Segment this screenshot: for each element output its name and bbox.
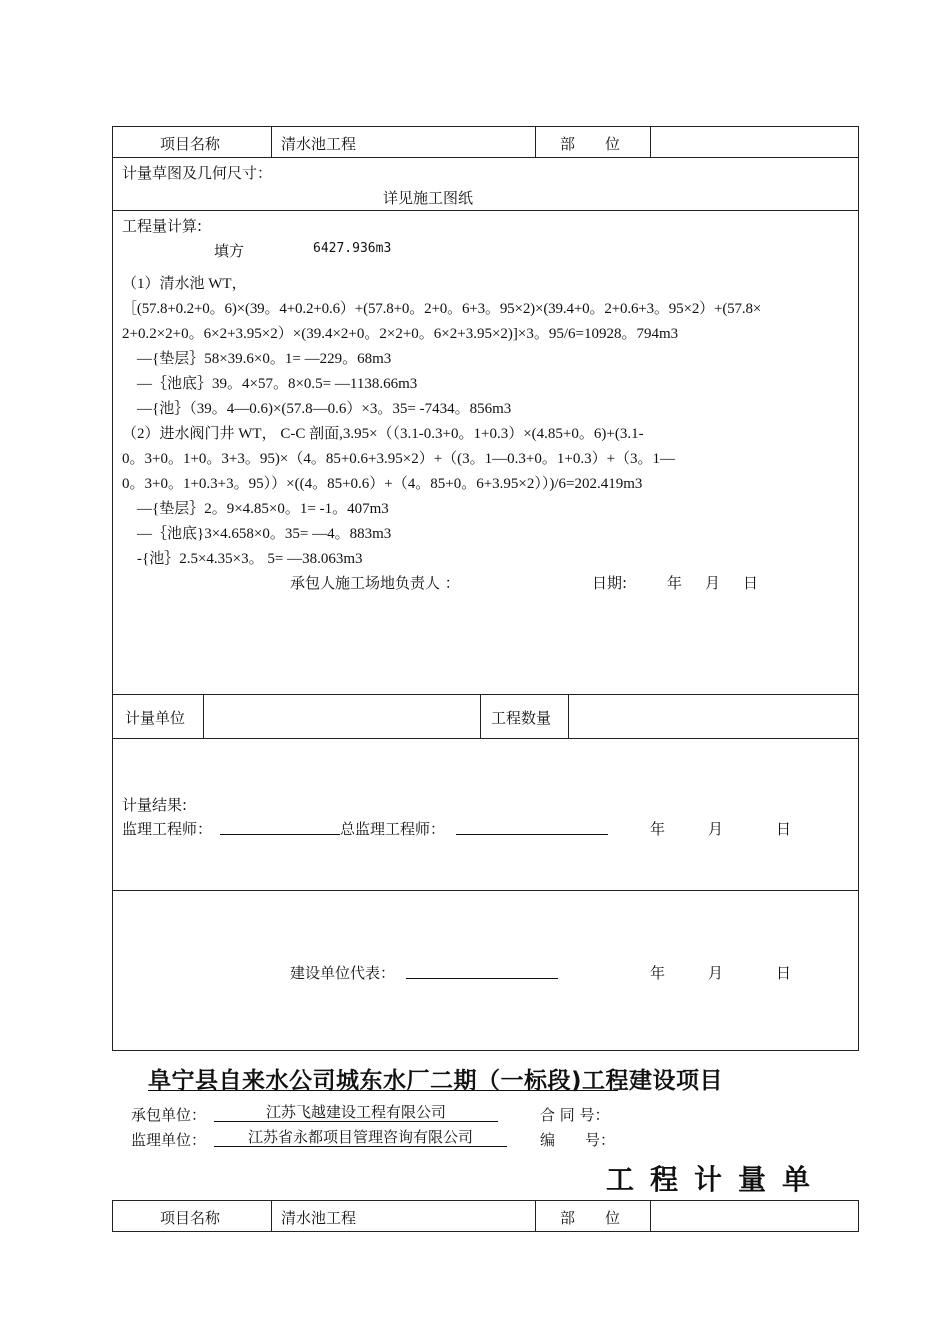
measurement-table-2 <box>112 1200 859 1232</box>
fill-value: 6427.936m3 <box>313 241 392 256</box>
calc-line: —{池｝（39。4—0.6)×(57.8—0.6）×3。35= -7434。856m3 <box>122 401 512 417</box>
contract-no-label: 合 同 号： <box>540 1106 610 1124</box>
contractor-label: 承包单位： <box>131 1106 207 1124</box>
position-label: 部 位 <box>560 1209 621 1227</box>
result-day: 日 <box>776 820 792 838</box>
calc-line: -{池｝2.5×4.35×3。 5= —38.063m3 <box>122 551 363 567</box>
sketch-label: 计量草图及几何尺寸： <box>122 164 273 182</box>
table1-unit-top <box>112 694 859 695</box>
table1-unit-divider-1 <box>203 694 204 738</box>
signer-label: 承包人施工场地负责人 ： <box>290 574 460 592</box>
serial-no-label: 编 号： <box>540 1131 616 1149</box>
table2-divider-3 <box>650 1200 651 1232</box>
table1-row1-bottom <box>112 157 859 158</box>
project-name-label: 项目名称 <box>160 135 221 153</box>
table1-row1-divider-3 <box>650 126 651 157</box>
table2-divider-1 <box>271 1200 272 1232</box>
owner-month: 月 <box>708 964 724 982</box>
calc-line: —{垫层｝58×39.6×0。1= —229。68m3 <box>122 351 392 367</box>
sketch-note: 详见施工图纸 <box>383 189 474 207</box>
project-name-value: 清水池工程 <box>281 1209 357 1227</box>
table2-divider-2 <box>535 1200 536 1232</box>
table1-result-bottom <box>112 890 859 891</box>
owner-rep-label: 建设单位代表： <box>290 964 396 982</box>
table1-unit-bottom <box>112 738 859 739</box>
result-label: 计量结果: <box>122 796 188 814</box>
owner-rep-signature-line[interactable] <box>406 964 558 979</box>
calc-line: ［(57.8+0.2+0。6)×(39。4+0.2+0.6）+(57.8+0。2+0。6+3。95×2)×(39.4+0。2+0.6+3。95×2）+(57.8× <box>122 301 762 317</box>
fill-label: 填方 <box>214 242 245 260</box>
supervisor-unit-value: 江苏省永都项目管理咨询有限公司 <box>214 1129 507 1147</box>
quantity-label: 工程数量 <box>491 709 552 727</box>
calc-line: 0。3+0。1+0。3+3。95)×（4。85+0.6+3.95×2）+（(3。1—0.3+0。1+0.3）+（3。1— <box>122 451 676 467</box>
chief-supervisor-label: 总监理工程师： <box>340 820 446 838</box>
calc-label: 工程量计算: <box>122 217 203 235</box>
calc-line: —{垫层｝2。9×4.85×0。1= -1。407m3 <box>122 501 389 517</box>
owner-year: 年 <box>650 964 666 982</box>
calc-line: —｛池底}3×4.658×0。35= —4。883m3 <box>122 526 392 542</box>
calc-line: 0。3+0。1+0.3+3。95））×((4。85+0.6）+（4。85+0。6+3.95×2））)/6=202.419m3 <box>122 476 643 492</box>
result-year: 年 <box>650 820 666 838</box>
project-title: 阜宁县自来水公司城东水厂二期（一标段)工程建设项目 <box>148 1068 724 1094</box>
chief-supervisor-signature-line[interactable] <box>456 820 608 835</box>
supervisor-signature-line[interactable] <box>220 820 340 835</box>
supervisor-unit-label: 监理单位： <box>131 1131 207 1149</box>
unit-label: 计量单位 <box>125 709 186 727</box>
calc-line: —｛池底｝39。4×57。8×0.5= —1138.66m3 <box>122 376 418 392</box>
date-month: 月 <box>705 574 721 592</box>
result-month: 月 <box>708 820 724 838</box>
date-day: 日 <box>743 574 759 592</box>
project-title-underline <box>148 1090 618 1091</box>
position-label: 部 位 <box>560 135 621 153</box>
project-name-label: 项目名称 <box>160 1209 221 1227</box>
table1-sketch-bottom <box>112 210 859 211</box>
table1-row1-divider-1 <box>271 126 272 157</box>
date-label: 日期: <box>592 574 628 592</box>
contractor-value: 江苏飞越建设工程有限公司 <box>214 1104 498 1122</box>
calc-line: 2+0.2×2+0。6×2+3.95×2）×(39.4×2+0。2×2+0。6×2+3.95×2)]×3。95/6=10928。794m3 <box>122 326 679 342</box>
calc-line: （2）进水阀门井 WT， C-C 剖面,3.95×（（3.1-0.3+0。1+0.3）×(4.85+0。6)+(3.1- <box>122 426 644 442</box>
owner-day: 日 <box>776 964 792 982</box>
calc-line: （1）清水池 WT， <box>122 276 247 292</box>
date-year: 年 <box>667 574 683 592</box>
form-title: 工程计量单 <box>606 1163 827 1196</box>
project-name-value: 清水池工程 <box>281 135 357 153</box>
supervisor-signature-label: 监理工程师： <box>122 820 213 838</box>
table1-row1-divider-2 <box>535 126 536 157</box>
table1-unit-divider-2 <box>480 694 481 738</box>
table1-unit-divider-3 <box>568 694 569 738</box>
